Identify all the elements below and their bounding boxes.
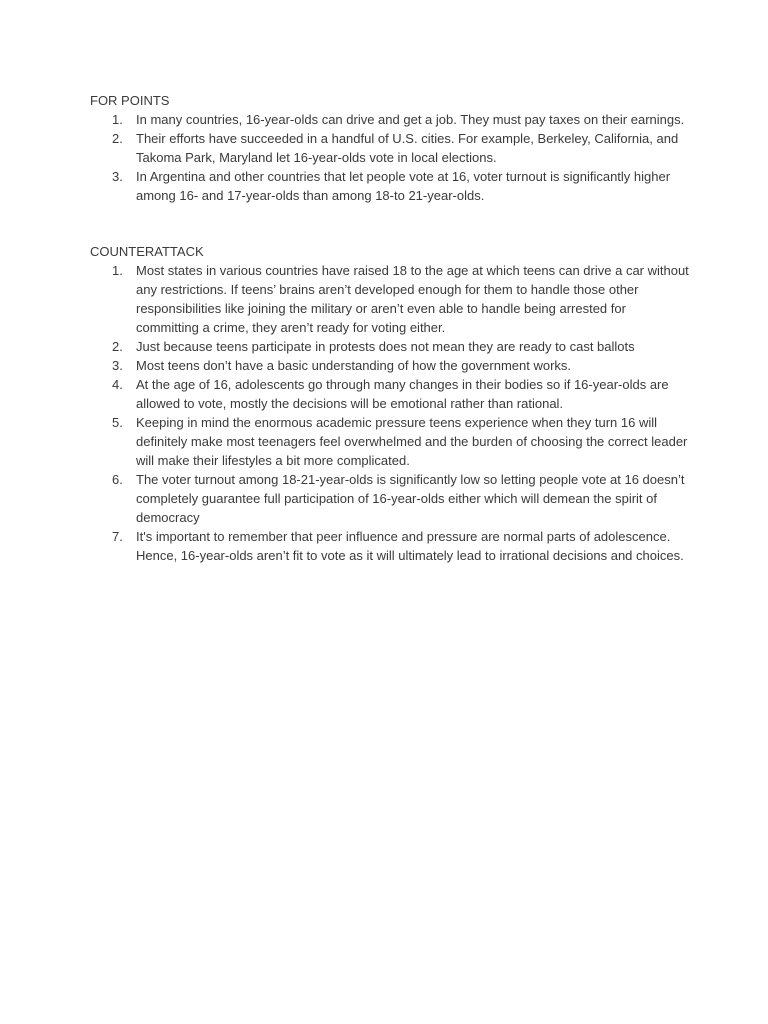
list-item-text: The voter turnout among 18-21-year-olds is significantly low so letting people vote at 16 doesn’t completely guarantee full participation of 16-year-olds either which will demean the spirit of democracy [136,472,685,525]
for-point-item-2 [90,129,690,167]
list-number: 3. [112,358,123,373]
counterattack-section [90,242,690,565]
list-number: 7. [112,529,123,544]
list-item-text: At the age of 16, adolescents go through many changes in their bodies so if 16-year-olds are allowed to vote, mostly the decisions will be emotional rather than rational. [136,377,669,411]
list-item-text: It's important to remember that peer influence and pressure are normal parts of adolescence. Hence, 16-year-olds aren’t fit to vote as it will ultimately lead to irrational decisions and choices. [136,529,684,563]
counterattack-item-2 [90,337,690,356]
list-item-text: Just because teens participate in protests does not mean they are ready to cast ballots [136,339,635,354]
list-item-text: Most states in various countries have raised 18 to the age at which teens can drive a car without any restrictions. If teens’ brains aren’t developed enough for them to handle those other responsibilities like joining the military or aren’t even able to handle being arrested for committing a crime, they aren’t ready for voting either. [136,263,689,335]
for-point-item-1 [90,110,690,129]
list-item-text: In many countries, 16-year-olds can drive and get a job. They must pay taxes on their earnings. [136,112,685,127]
list-item-text: In Argentina and other countries that let people vote at 16, voter turnout is significantly higher among 16- and 17-year-olds than among 18-to 21-year-olds. [136,169,671,203]
list-number: 1. [112,263,123,278]
counterattack-item-4 [90,375,690,413]
for-points-list [90,110,690,205]
for-point-item-3 [90,167,690,205]
for-points-heading: FOR POINTS [90,93,170,108]
counterattack-item-1 [90,261,690,337]
list-number: 3. [112,169,123,184]
list-number: 1. [112,112,123,127]
counterattack-item-7 [90,527,690,565]
list-number: 4. [112,377,123,392]
list-item-text: Keeping in mind the enormous academic pressure teens experience when they turn 16 will definitely make most teenagers feel overwhelmed and the burden of choosing the correct leader will make their lifestyles a bit more complicated. [136,415,688,468]
list-number: 2. [112,339,123,354]
counterattack-item-3 [90,356,690,375]
for-points-section [90,91,690,205]
list-number: 2. [112,131,123,146]
counterattack-item-5 [90,413,690,470]
counterattack-heading: COUNTERATTACK [90,244,204,259]
counterattack-item-6 [90,470,690,527]
list-item-text: Most teens don’t have a basic understanding of how the government works. [136,358,572,373]
counterattack-list [90,261,690,565]
list-item-text: Their efforts have succeeded in a handful of U.S. cities. For example, Berkeley, California, and Takoma Park, Maryland let 16-year-olds vote in local elections. [136,131,679,165]
list-number: 6. [112,472,123,487]
list-number: 5. [112,415,123,430]
